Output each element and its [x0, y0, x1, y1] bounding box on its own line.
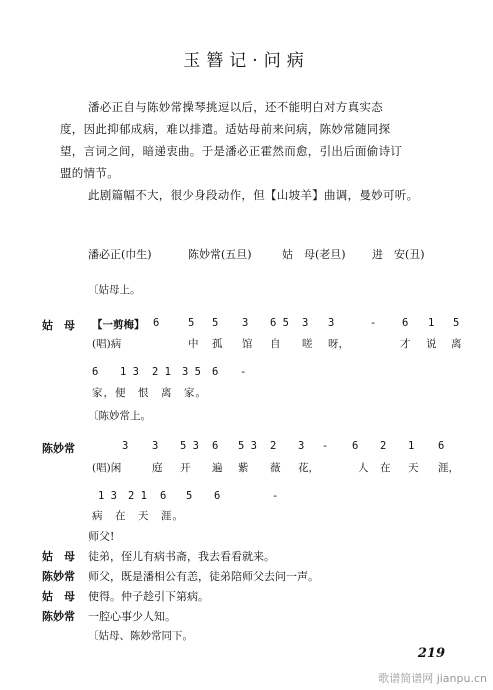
note: - — [322, 440, 329, 452]
score-lyrics-4: 病 在 天 涯。 — [92, 510, 184, 522]
intro-line-2: 度，因此抑郁成病，难以排遣。适姑母前来问病，陈妙常随同探 — [60, 122, 391, 136]
lyric-char: 薇 — [270, 462, 281, 474]
speech-line: 使得。仲子趁引下第病。 — [88, 590, 209, 603]
lyric-char: 紫 — [238, 462, 249, 474]
cast-member: 进 安(丑) — [372, 248, 425, 261]
note: 2 1 — [128, 490, 147, 502]
note: 5 — [212, 317, 219, 329]
score-lyrics-2: 家，便 恨 离 家。 — [92, 387, 207, 399]
note: - — [370, 317, 377, 329]
note: 2 1 — [152, 366, 171, 378]
note: 1 — [408, 440, 415, 452]
note: 6 — [438, 440, 445, 452]
note: 5 — [186, 490, 193, 502]
note: 5 3 — [180, 440, 199, 452]
lyric-char: 庭 — [152, 462, 163, 474]
role-name: 陈妙常 — [42, 570, 75, 583]
page-number: 219 — [417, 646, 445, 661]
note: 1 3 — [120, 366, 139, 378]
lyric-char: 孤 — [212, 338, 223, 350]
intro-line-5: 此剧篇幅不大，很少身段动作，但【山坡羊】曲调，曼妙可听。 — [88, 188, 419, 202]
note: 1 — [428, 317, 435, 329]
note: 3 — [152, 440, 159, 452]
note: 3 — [298, 440, 305, 452]
lyric-char: 遍 — [212, 462, 223, 474]
speech-line: 师父，既是潘相公有恙，徒弟陪师父去问一声。 — [88, 570, 319, 583]
note: 6 — [402, 317, 409, 329]
intro-line-3: 望，言词之间，暗递衷曲。于是潘必正霍然而愈，引出后面偷诗订 — [60, 144, 403, 158]
role-name: 陈妙常 — [42, 442, 75, 455]
page-title: 玉簪记·问病 — [183, 51, 310, 71]
lyric-char: 开 — [180, 462, 191, 474]
intro-line-4: 盟的情节。 — [60, 166, 119, 180]
lyric-char: 花， — [298, 462, 319, 474]
watermark: 歌谱简谱网 jianpu.cn — [378, 672, 487, 685]
note: 6 — [214, 490, 221, 502]
note: 3 — [122, 440, 129, 452]
tune-name: 【一剪梅】 — [92, 319, 145, 331]
speech-line: 一腔心事少人知。 — [88, 610, 176, 623]
lyric-char: 涯， — [438, 462, 459, 474]
lyric-char: 才 — [400, 338, 411, 350]
lyric-char: 人 — [358, 462, 369, 474]
lyric-char: 在 — [380, 462, 391, 474]
cast-member: 陈妙常(五旦) — [188, 248, 252, 261]
role-name: 姑 母 — [42, 590, 75, 603]
lyric-char: (唱)闲 — [92, 462, 122, 474]
note: 3 — [242, 317, 249, 329]
note: 6 — [212, 366, 219, 378]
note: 5 — [453, 317, 460, 329]
role-name: 姑 母 — [42, 550, 75, 563]
note: - — [240, 366, 247, 378]
lyric-char: (唱)病 — [92, 338, 122, 350]
intro-line-1: 潘必正自与陈妙常操琴挑逗以后，还不能明白对方真实态 — [88, 100, 383, 114]
note: 6 — [92, 366, 99, 378]
lyric-char: 说 — [426, 338, 437, 350]
stage-direction: 〔姑母上。 — [88, 284, 141, 296]
speech-line: 徒弟，侄儿有病书斋，我去看看就来。 — [88, 550, 275, 563]
stage-direction: 〔陈妙常上。 — [88, 410, 151, 422]
note: 2 — [270, 440, 277, 452]
note: 5 3 — [238, 440, 257, 452]
cast-member: 姑 母(老旦) — [282, 248, 346, 261]
lyric-char: 离 — [451, 338, 462, 350]
speech-line: 师父! — [88, 530, 115, 543]
lyric-char: 馆 — [242, 338, 253, 350]
role-name: 陈妙常 — [42, 610, 75, 623]
note: 3 — [328, 317, 335, 329]
note: 1 3 — [98, 490, 117, 502]
note: - — [272, 490, 279, 502]
note: 5 — [188, 317, 195, 329]
note: 6 — [160, 490, 167, 502]
lyric-char: 呀， — [328, 338, 349, 350]
cast-member: 潘必正(巾生) — [88, 248, 152, 261]
note: 3 — [302, 317, 309, 329]
note: 3 5 — [182, 366, 201, 378]
note: 6 — [352, 440, 359, 452]
lyric-char: 嗟 — [302, 338, 313, 350]
note: 2 — [380, 440, 387, 452]
stage-direction: 〔姑母、陈妙常同下。 — [88, 630, 193, 642]
role-name: 姑 母 — [42, 319, 75, 332]
lyric-char: 中 — [188, 338, 199, 350]
lyric-char: 天 — [408, 462, 419, 474]
lyric-char: 自 — [270, 338, 281, 350]
note: 6 — [212, 440, 219, 452]
note: 6 5 — [270, 317, 289, 329]
note: 6 — [153, 317, 160, 329]
